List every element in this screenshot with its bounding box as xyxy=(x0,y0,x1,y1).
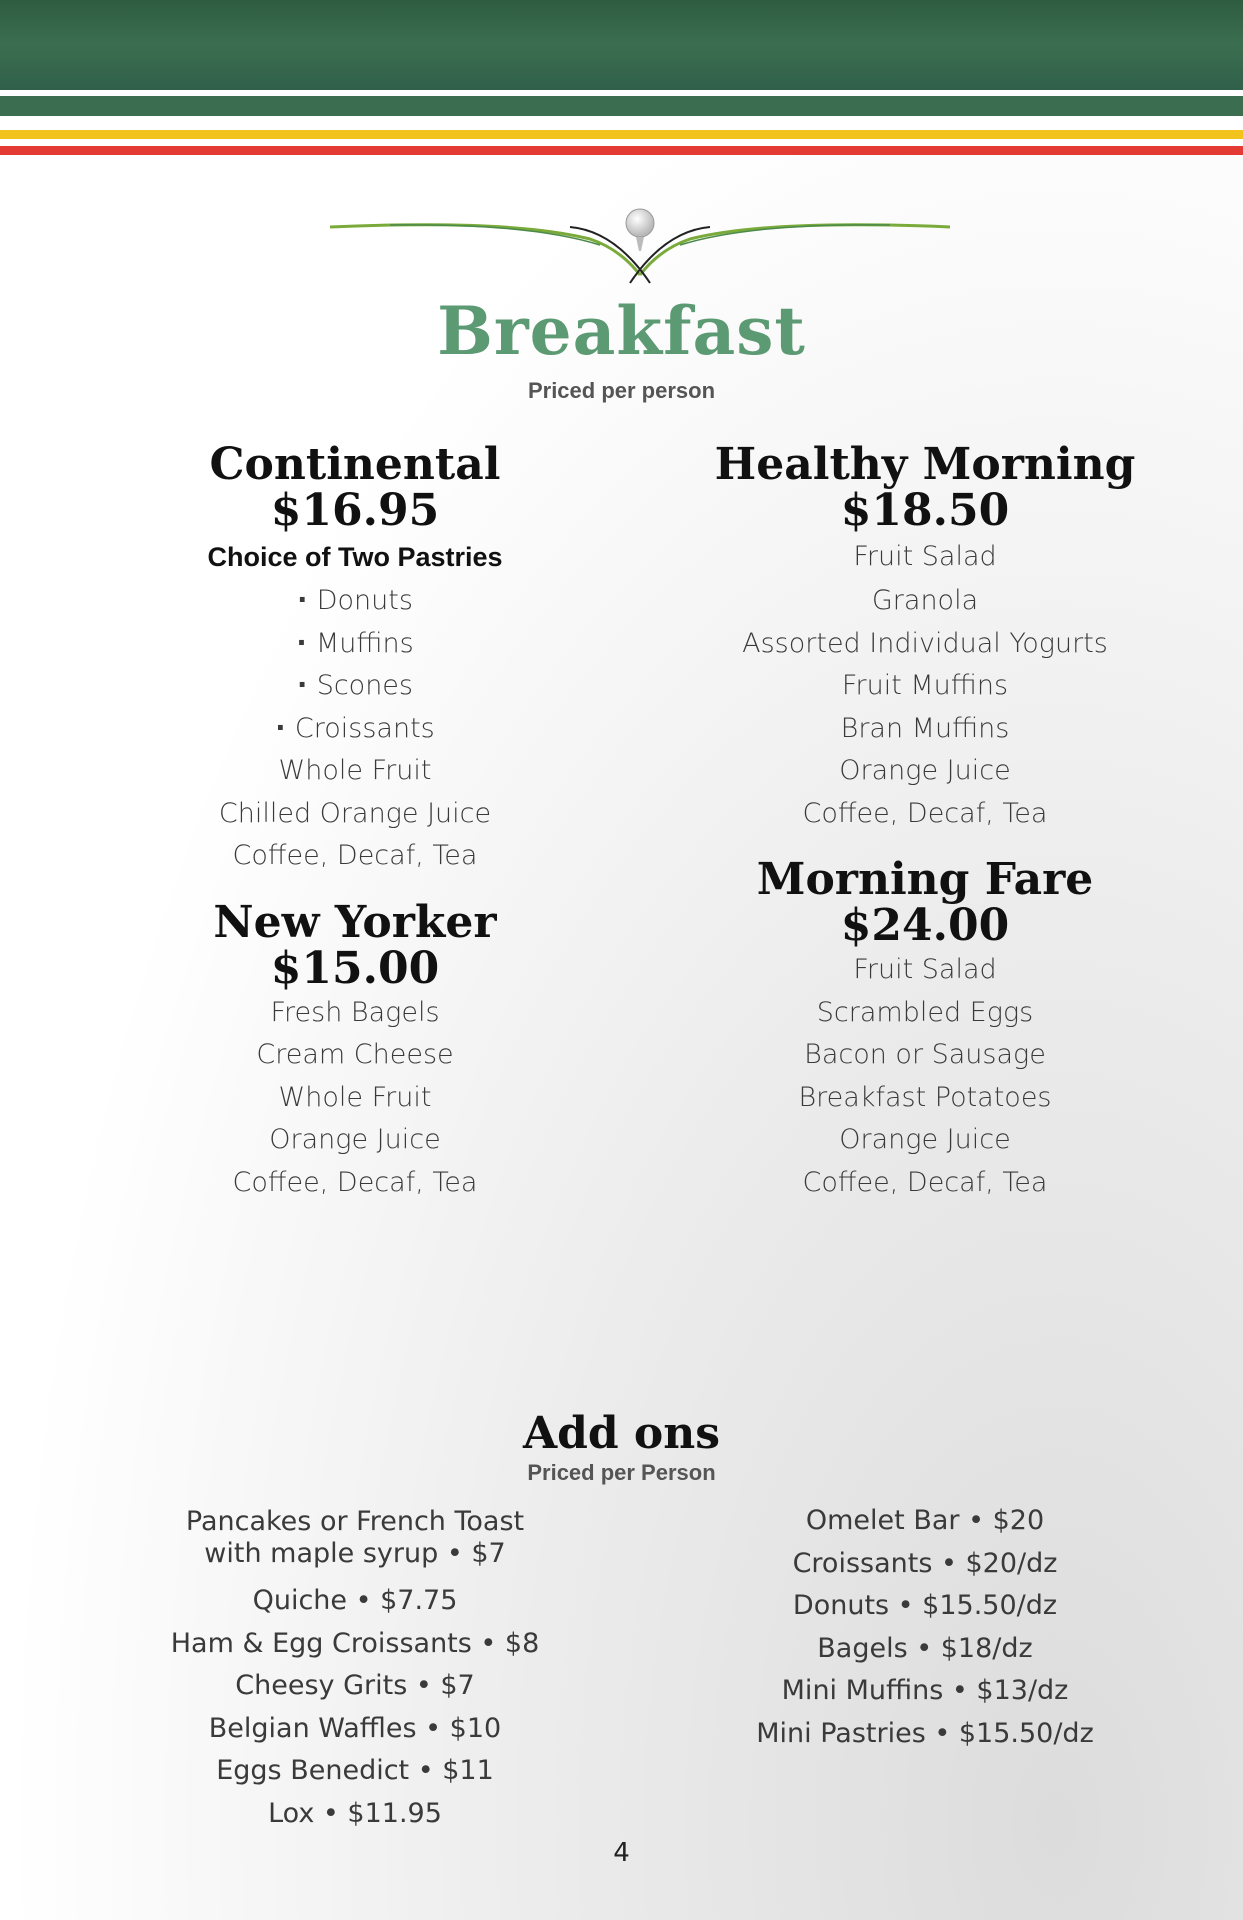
list-item: Coffee, Decaf, Tea xyxy=(802,797,1048,829)
list-item: Orange Juice xyxy=(839,755,1011,786)
addon-item: Cheesy Grits • $7 xyxy=(235,1670,475,1701)
page-number: 4 xyxy=(613,1838,630,1868)
header-banner xyxy=(0,0,1243,90)
addon-item: Quiche • $7.75 xyxy=(252,1585,458,1616)
package-price: $16.95 xyxy=(270,485,440,536)
list-item: Fruit Muffins xyxy=(841,670,1009,701)
package-continental xyxy=(130,439,580,878)
list-item: Fruit Salad xyxy=(853,954,997,985)
list-item: Bacon or Sausage xyxy=(804,1039,1046,1070)
list-item: Whole Fruit xyxy=(278,755,432,786)
addon-item: Bagels • $18/dz xyxy=(817,1632,1033,1664)
package-new-yorker xyxy=(130,896,580,1205)
list-item: Orange Juice xyxy=(839,1124,1011,1155)
addon-item: Mini Pastries • $15.50/dz xyxy=(756,1717,1094,1749)
package-name: Healthy Morning xyxy=(714,439,1136,490)
list-item: Assorted Individual Yogurts xyxy=(742,627,1108,659)
addon-item: Omelet Bar • $20 xyxy=(805,1505,1045,1536)
stripe-yellow xyxy=(0,130,1243,139)
package-name: New Yorker xyxy=(213,896,497,948)
list-item: Chilled Orange Juice xyxy=(218,797,492,829)
list-item: Granola xyxy=(871,585,979,616)
addon-item: Donuts • $15.50/dz xyxy=(792,1590,1058,1621)
list-item: · Scones xyxy=(130,665,580,708)
package-morning-fare xyxy=(700,854,1150,1204)
addons-subtitle: Priced per Person xyxy=(527,1460,716,1485)
addons-left-column xyxy=(130,1506,580,1835)
addon-item: Croissants • $20/dz xyxy=(792,1547,1058,1579)
addon-item: Pancakes or French Toast with maple syrup • $7 xyxy=(185,1506,525,1569)
package-name: Continental xyxy=(209,439,501,490)
package-price: $15.00 xyxy=(270,942,440,994)
package-price: $18.50 xyxy=(840,485,1010,536)
list-item: Fruit Salad xyxy=(853,541,997,572)
list-item: Breakfast Potatoes xyxy=(798,1081,1052,1113)
addon-item: Lox • $11.95 xyxy=(268,1797,442,1829)
list-item: Coffee, Decaf, Tea xyxy=(232,840,478,871)
list-item: Whole Fruit xyxy=(278,1081,432,1113)
page-title: Breakfast xyxy=(437,292,806,370)
stripe-white-2 xyxy=(0,116,1243,130)
package-healthy-morning xyxy=(700,439,1150,835)
addon-item: Belgian Waffles • $10 xyxy=(208,1712,502,1744)
list-item: · Croissants xyxy=(130,708,580,751)
page-subtitle: Priced per person xyxy=(527,378,716,403)
left-column xyxy=(130,439,580,1226)
list-item: Fresh Bagels xyxy=(270,996,440,1028)
list-item: · Donuts xyxy=(130,580,580,623)
stripe-green xyxy=(0,96,1243,116)
package-choice-heading: Choice of Two Pastries xyxy=(207,542,503,572)
list-item: · Muffins xyxy=(130,623,580,666)
right-column xyxy=(700,439,1150,1226)
stripe-white-3 xyxy=(0,139,1243,146)
list-item: Bran Muffins xyxy=(840,712,1010,744)
addons-right-column xyxy=(700,1500,1150,1755)
list-item: Scrambled Eggs xyxy=(816,996,1034,1028)
list-item: Coffee, Decaf, Tea xyxy=(802,1166,1048,1198)
addon-item: Mini Muffins • $13/dz xyxy=(781,1675,1069,1706)
package-price: $24.00 xyxy=(840,900,1010,951)
addon-item: Ham & Egg Croissants • $8 xyxy=(170,1627,540,1659)
golf-ball-logo-icon xyxy=(330,205,950,285)
addon-item: Eggs Benedict • $11 xyxy=(216,1755,494,1786)
list-item: Orange Juice xyxy=(269,1124,441,1155)
stripe-red xyxy=(0,146,1243,155)
package-name: Morning Fare xyxy=(756,854,1094,905)
list-item: Cream Cheese xyxy=(256,1039,454,1070)
addons-title: Add ons xyxy=(522,1408,721,1459)
list-item: Coffee, Decaf, Tea xyxy=(232,1166,478,1198)
